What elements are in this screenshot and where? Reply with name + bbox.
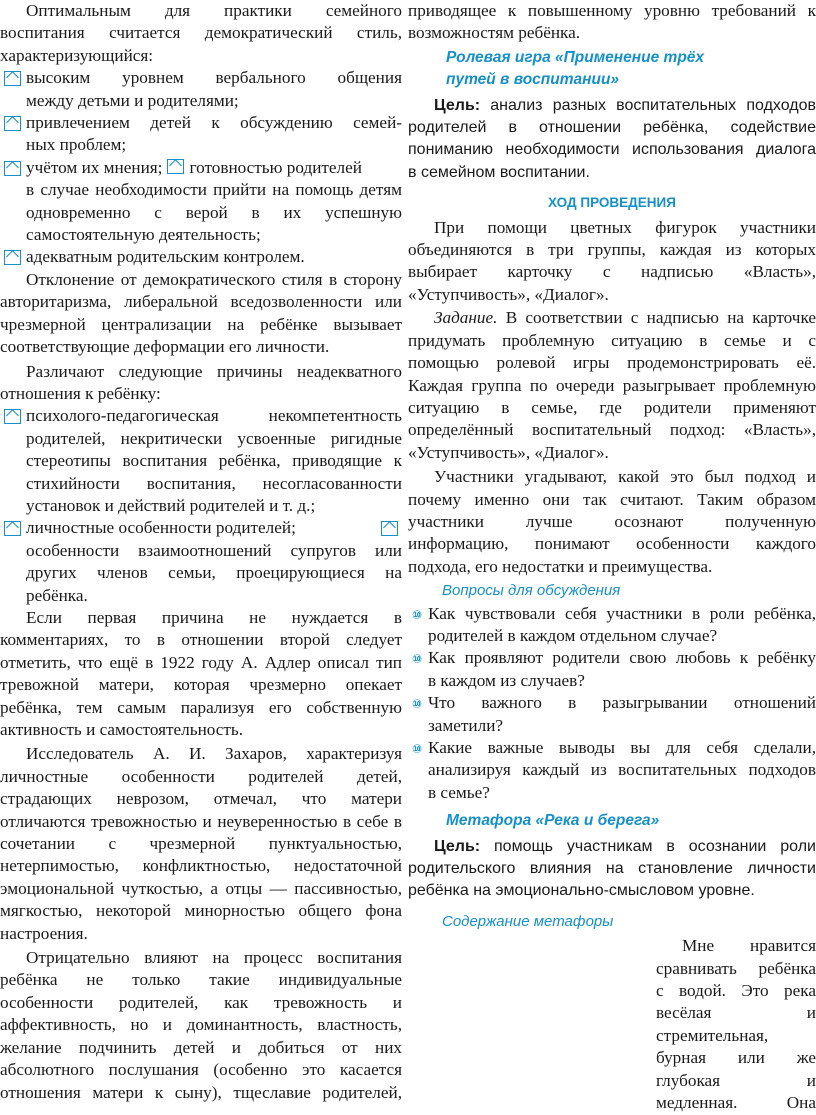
heading-line: Ролевая игра «Применение трёх <box>446 48 705 66</box>
line: абсолютного послушания (особенно это касается <box>0 1060 402 1080</box>
questions-heading: Вопросы для обсуждения <box>442 582 621 600</box>
line: стереотипы воспитания ребёнка, приводящие к <box>26 451 402 471</box>
line: родителей в каждом отдельном случае? <box>428 625 718 645</box>
line: в семье? <box>428 782 490 802</box>
line: стихийности воспитания, несогласованности <box>26 473 402 493</box>
line: ребёнка, тем самым парализуя его собственную <box>0 697 402 717</box>
check-box-icon <box>167 159 184 174</box>
heading-line: путей в воспитании» <box>446 71 620 89</box>
check-box-icon <box>4 409 21 424</box>
line: бурная или же <box>656 1048 816 1068</box>
line: в каждом из случаев? <box>428 670 585 690</box>
paragraph <box>408 307 816 464</box>
line: одновременно с верой в их успешную <box>26 202 402 222</box>
paragraph <box>408 466 816 578</box>
paragraph <box>0 361 402 406</box>
line: родителей в отношении ребёнка, содействие <box>408 119 816 137</box>
line: Какие важные выводы вы для себя сделали, <box>428 738 816 757</box>
line <box>26 157 402 179</box>
line: ребёнка. <box>26 585 88 605</box>
line <box>408 307 816 329</box>
left-column <box>0 0 402 1104</box>
line <box>408 95 816 117</box>
paragraph <box>408 217 816 307</box>
goal-label: Цель: <box>434 96 481 114</box>
right-column <box>408 0 816 1113</box>
line: в семейном воспитании. <box>408 163 590 181</box>
line: родительского влияния на становление личности <box>408 860 816 878</box>
line: Отклонение от демократического стиля в сторону <box>26 269 402 289</box>
bullet-text: готовностью родителей <box>189 157 362 177</box>
question-item <box>408 603 816 648</box>
line: помощью ролевой игры продемонстрировать её. <box>408 353 816 373</box>
line: Как чувствовали себя участники в роли ребёнка, <box>428 603 816 623</box>
paragraph <box>0 269 402 359</box>
line: эмоциональной чуткостью, а отцы — пассивностью, <box>0 878 402 898</box>
line: При помощи цветных фигурок участники <box>434 217 816 237</box>
goal-paragraph <box>408 95 816 185</box>
bullet-item <box>0 405 402 427</box>
metaphor-content-heading: Содержание метафоры <box>442 912 614 930</box>
line: личностные особенности родителей детей, <box>0 766 402 786</box>
line: глубокая и <box>656 1070 816 1090</box>
line: воспитания считается демократический стиль, <box>0 23 402 43</box>
line: Если первая причина не нуждается в <box>26 607 402 627</box>
bullet-continuation <box>0 428 402 518</box>
metaphor-text <box>656 935 816 1114</box>
line: объединяются в три группы, каждая из которых <box>408 240 816 260</box>
line: пониманию необходимости использования диалога <box>408 141 816 159</box>
check-box-icon <box>4 250 21 265</box>
line: соответствующие деформации его личности. <box>0 337 330 357</box>
line <box>408 836 816 858</box>
line: других членов семьи, проецирующиеся на <box>26 563 402 583</box>
goal-label: Цель: <box>434 837 481 855</box>
line: сравнивать ребёнка <box>656 958 816 978</box>
line: весёлая и <box>656 1003 816 1023</box>
line: стремительная, <box>656 1025 769 1045</box>
bullet-item <box>0 246 402 268</box>
line: ребёнка на эмоционально-смысловом уровне. <box>408 882 755 900</box>
line: особенности взаимоотношений супругов или <box>26 540 402 560</box>
line: мягкостью, некоторой минорностью общего фона <box>0 901 402 921</box>
line: Оптимальным для практики семейного <box>26 1 402 20</box>
check-box-icon <box>4 116 21 131</box>
paragraph <box>0 947 402 1104</box>
line: нетерпимостью, конфликтностью, недостаточной <box>0 856 402 876</box>
line: выбирает карточку с надписью «Власть», <box>408 262 816 282</box>
line: Как проявляют родители свою любовь к ребёнку <box>428 648 816 668</box>
line: отношения матери к сыну), тщеславие родителей, <box>0 1082 402 1102</box>
bullet-continuation <box>0 179 402 246</box>
check-box-icon <box>4 521 21 536</box>
line: участники лучше осознают полученную <box>408 511 816 531</box>
question-item <box>408 737 816 804</box>
line: с водой. Это река <box>656 981 816 1001</box>
paragraph <box>0 743 402 945</box>
line: отношения к ребёнку: <box>0 383 161 403</box>
line: аффективность, но и доминантность, властность, <box>0 1015 402 1035</box>
line: привлечением детей к обсуждению семей- <box>26 113 402 133</box>
line: чрезмерной централизации на ребёнке вызывает <box>0 314 402 334</box>
line: адекватным родительским контролем. <box>26 247 305 267</box>
goal-text: помощь участникам в осознании роли <box>480 837 816 855</box>
section-heading: ХОД ПРОВЕДЕНИЯ <box>548 195 676 211</box>
line: родителей, некритически усвоенные ригидные <box>26 428 402 448</box>
line: настроения. <box>0 923 88 943</box>
paragraph-continuation <box>408 0 816 45</box>
question-item <box>408 647 816 692</box>
line: придумать проблемную ситуацию в семье и с <box>408 330 816 350</box>
line: между детьми и родителями; <box>26 90 239 110</box>
line: ситуацию в семье, где родители применяют <box>408 397 816 417</box>
line: информацию, понимают особенности каждого <box>408 534 816 554</box>
line: установок и действий родителей и т. д.; <box>26 495 316 515</box>
bullet-continuation <box>0 540 402 607</box>
line: психолого-педагогическая некомпетентность <box>26 406 402 426</box>
line: высоким уровнем вербального общения <box>26 68 402 88</box>
line: Мне нравится <box>682 936 816 956</box>
line: почему именно они так считают. Таким образом <box>408 489 816 509</box>
line: характеризующийся: <box>0 45 154 65</box>
role-game-title <box>408 47 816 92</box>
line: самостоятельную деятельность; <box>26 225 261 245</box>
paragraph <box>0 607 402 741</box>
question-marker-icon: ⑩ <box>412 742 423 756</box>
question-item <box>408 692 816 737</box>
line: «Уступчивость», «Диалог». <box>408 442 609 462</box>
line: активность и самостоятельность. <box>0 720 244 739</box>
bullet-item <box>0 157 402 179</box>
line <box>26 517 402 539</box>
line: Участники угадывают, какой это был подход и <box>434 467 816 487</box>
line: подхода, его недостатки и преимущества. <box>408 556 713 576</box>
line: в случае необходимости прийти на помощь детям <box>26 180 402 200</box>
line: авторитаризма, либеральной вседозволенности или <box>0 292 402 312</box>
line: Исследователь А. И. Захаров, характеризуя <box>26 744 402 764</box>
question-marker-icon: ⑩ <box>412 697 423 712</box>
line: Каждая группа по очереди разыгрывает проблемную <box>408 375 816 395</box>
line: Различают следующие причины неадекватного <box>26 361 402 381</box>
bullet-item <box>0 517 402 539</box>
line: анализируя каждый из воспитательных подходов <box>428 760 816 780</box>
line: возможностям ребёнка. <box>408 23 581 43</box>
goal-text: анализ разных воспитательных подходов <box>480 96 816 114</box>
goal-paragraph <box>408 836 816 903</box>
line: особенности родителей, как тревожность и <box>0 992 402 1012</box>
line: комментариях, то в отношении второй следует <box>0 630 402 650</box>
line: желание подчинить детей и добиться от них <box>0 1037 402 1057</box>
line: определённый воспитательный подход: «Власть», <box>408 420 816 440</box>
line: ребёнка не только такие индивидуальные <box>0 970 402 990</box>
bullet-text: личностные особенности родителей; <box>26 518 296 538</box>
line: ных проблем; <box>26 135 127 155</box>
line: отметить, что ещё в 1922 году А. Адлер описал тип <box>0 652 402 672</box>
line: медленная. Она <box>656 1093 816 1113</box>
line: приводящее к повышенному уровню требований к <box>408 1 816 20</box>
paragraph-intro <box>0 0 402 67</box>
line: «Уступчивость», «Диалог». <box>408 284 609 304</box>
check-box-icon <box>4 71 21 86</box>
line: заметили? <box>428 715 504 735</box>
line: страдающих неврозом, отмечал, что матери <box>0 789 402 809</box>
check-box-icon <box>381 521 398 536</box>
task-label: Задание. <box>434 308 498 328</box>
task-text: В соответствии с надписью на карточке <box>497 308 816 328</box>
line: сочетании с чрезмерной пунктуальностью, <box>0 834 402 854</box>
bullet-text: учётом их мнения; <box>26 157 163 177</box>
question-marker-icon: ⑩ <box>412 607 423 622</box>
bullet-item <box>0 67 402 89</box>
bullet-item <box>0 112 402 134</box>
check-box-icon <box>4 161 21 176</box>
metaphor-title: Метафора «Река и берега» <box>446 812 660 830</box>
line: Отрицательно влияют на процесс воспитания <box>26 948 402 968</box>
line: отличаются тревожностью и неуверенностью в себе в <box>0 811 402 831</box>
line: тревожной матери, которая чрезмерно опекает <box>0 675 402 695</box>
question-marker-icon: ⑩ <box>412 652 423 667</box>
line: Что важного в разыгрывании отношений <box>428 693 816 713</box>
